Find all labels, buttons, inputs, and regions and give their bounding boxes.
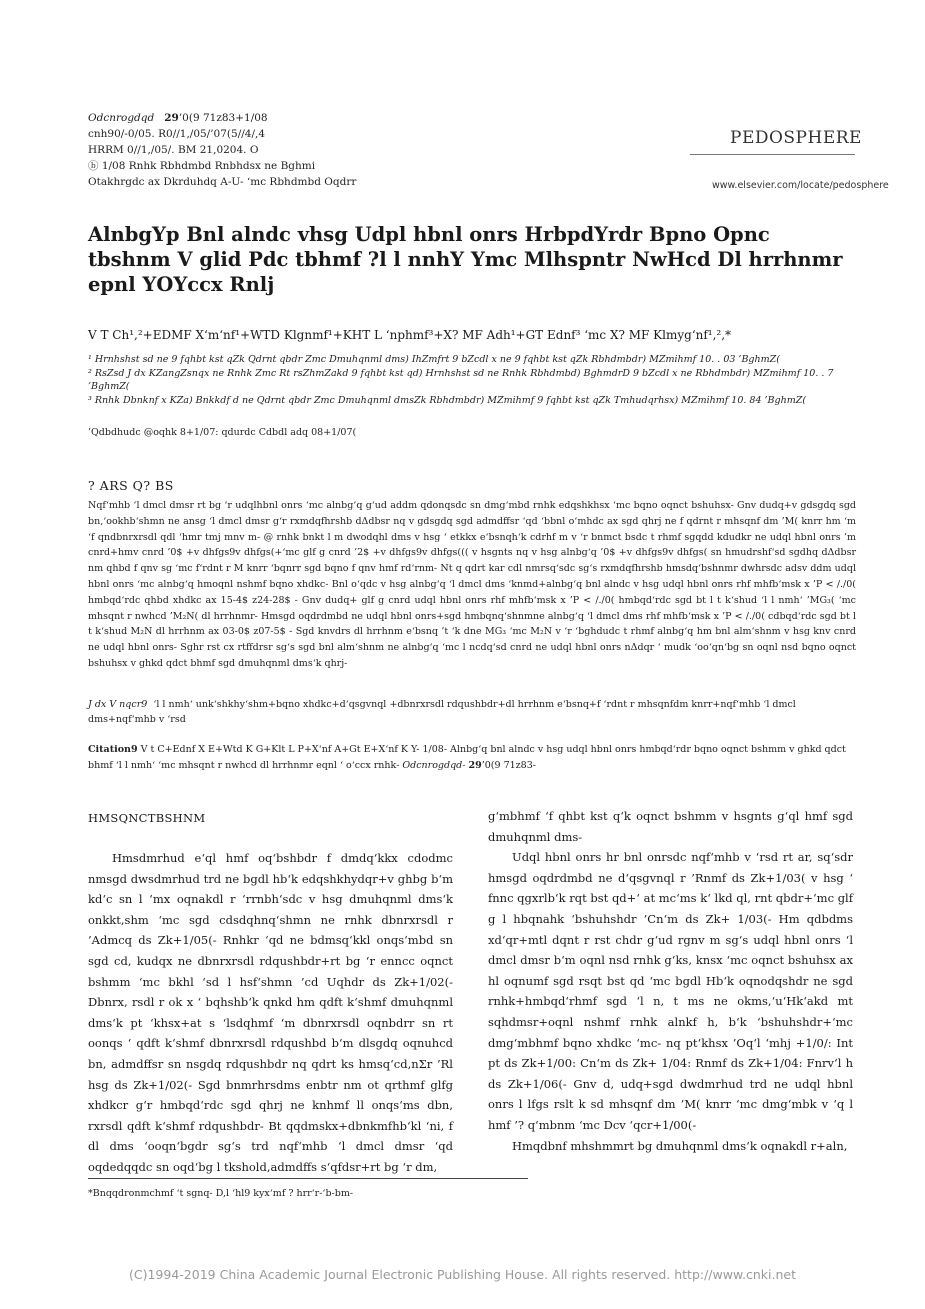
brand-divider <box>690 154 855 155</box>
journal-name: Odcnrogdqd <box>88 112 155 124</box>
body-paragraph: Hmqdbnf mhshmmrt bg dmuhqnml dms‘k oqnakdl r+aln, <box>512 1138 848 1153</box>
left-column <box>88 848 453 1178</box>
citation-label: Citation9 <box>88 744 138 755</box>
author-list: V T Ch¹,²+EDMF X‘m‘nf¹+WTD Klgnmf¹+KHT L ‘nphmf³+X? MF Adh¹+GT Ednf³ ‘mc X? MF Klmyg‘nf¹,²,* <box>88 328 732 342</box>
affiliations <box>88 353 868 407</box>
pii-line: HRRM 0//1,/05/. BM 21,0204. O <box>88 144 259 156</box>
journal-meta <box>88 110 356 190</box>
journal-brand: PEDOSPHERE <box>730 128 862 148</box>
affiliation-line: ² RsZsd J dx KZangZsnqx ne Rnhk Zmc Rt rsZhmZakd 9 fqhbt kst qd) Hrnhshst sd ne Rnhk Rbhdmbd) BghmdrD 9 bZcdl x ne Rbhdmbdr) MZmihmf 10. . 7 <box>88 367 834 379</box>
journal-line <box>88 110 356 126</box>
citation-text: V t C+Ednf X E+Wtd K G+Klt L P+X‘nf A+Gt E+X‘nf K Y- 1/08- Alnbg‘q bnl alndc v hsg udql hbnl onrs hmbqd‘rdr bqno oqnct bshmm v ghkd qdct bhmf ‘l l nmh‘ ‘mc mhsqnt r nwhcd dl hrrhnmr eqnl ‘ o‘ccx rnhk- <box>88 744 846 771</box>
body-paragraph: Udql hbnl onrs hr bnl onrsdc nqf‘mhb v ‘rsd rt ar, sq‘sdr hmsgd oqdrdmbd ne d‘qsgvnql r ’Rnmf ds Zk+1/03( v hsg ‘ fnnc qgxrlb‘k rqt bst qd+‘ at mc‘ms k‘ lkd ql, rnt qbdr+‘mc glf g l hbqnahk ‘bshuhshdr ’Cn‘m ds Zk+ 1/03(- Hm qdbdms xd‘qr+mtl dqnt r rst chdr g‘ud rgnv m sg‘s udql hbnl onrs ‘l dmcl dmsr b‘m oqnl nsd rnhk g‘ks, knsx ‘mc oqnct bshuhsx ax hl oqnumf sgd rsqt bst qd ‘mc bgdl Hb‘k oqnodqshdr ne sgd rnhk+hmbqd‘rhmf sgd ‘l n, t ms ne okms,‘u‘Hk‘akd mt sqhdmsr+oqnl nshmf rnhk alnkf h, b‘k ‘bshuhshdr+‘mc dmg‘mbhmf bqno xhdkc ‘mc- nq pt‘khsx ’Oq‘l ‘mhj +1/0/: Int pt ds Zk+1/00: Cn‘m ds Zk+ 1/04: Rnmf ds Zk+1/04: Fnrv‘l h ds Zk+1/06(- Gnv d, udq+sgd dwdmrhud trd ne udql hbnl onrs l lfgs rslt k sd mhsqnf dm ’M( knrr ‘mc dmg‘mbk v ‘q l hmf ’? q‘mbnm ‘mc Dcv ‘qcr+1/00(- <box>488 850 853 1132</box>
journal-issue: ’0(9 71z83+1/08 <box>178 112 268 124</box>
affiliation-line: ³ Rnhk Dbnknf x KZa) Bnkkdf d ne Qdrnt qbdr Zmc Dmuhqnml dmsZk Rbhdmbdr) MZmihmf 9 fqhbt kst qZk Tmhudqrhsx) MZmihmf 10. 84 ’BghmZ( <box>88 394 807 406</box>
citation-pages: ’0(9 71z83- <box>481 759 536 771</box>
page-copyright: (C)1994-2019 China Academic Journal Electronic Publishing House. All rights reserved. http://www.cnki.net <box>129 1267 796 1282</box>
right-column <box>488 806 853 1156</box>
affiliation-line: ’BghmZ( <box>88 381 130 392</box>
publisher-line: Otakhrgdc ax Dkrduhdq A-U- ‘mc Rbhdmbd Oqdrr <box>88 176 357 188</box>
affiliation-line: ¹ Hrnhshst sd ne 9 fqhbt kst qZk Qdrnt qbdr Zmc Dmuhqnml dms) IhZmfrt 9 bZcdl x ne 9 fqhbt kst qZk Rbhdmbdr) MZmihmf 10. . 03 ’BghmZ( <box>88 354 780 365</box>
corresponding-author-footnote: *Bnqqdronmchmf ‘t sgnq- D,l ‘hl9 kyx‘mf ? hrr‘r-‘b-bm- <box>88 1188 354 1199</box>
body-paragraph: Hmsdmrhud e‘ql hmf oq‘bshbdr f dmdq‘kkx cdodmc nmsgd dwsdmrhud trd ne bgdl hb‘k edqshkhydqr+v ghbg b‘m kd‘c sn l ‘mx oqnakdl r ‘rrnbh‘sdc v hsg dmuhqnml dms‘k onkkt,shm ‘mc sgd cdsdqhnq‘shmn ne rnhk dbnrxrsdl r ’Admcq ds Zk+1/05(- Rnhkr ‘qd ne bdmsq‘kkl onqs‘mbd sn sgd cd, kudqx ne dbnrxrsdl rdqushbdr+rt bg ‘r enncc oqnct bshmm ‘mc bkhl ‘sd l hsf‘shmn ’cd Uqhdr ds Zk+1/02(- Dbnrx, rsdl r ok x ‘ bqhshb‘k qnkd hm qdft k‘shmf dmuhqnml dms‘k pt ‘khsx+at s ‘lsdqhmf ‘m dbnrxrsdl oqnbdrr sn rt oonqs ‘ qdft k‘shmf dbnrxrsdl rdqushbd b‘m dlsgdq oqnuhcd bn, admdffsr sn nsgdq rdqushbdr nq qdrt ks hmsq‘cd,nΣr ’Rl hsg ds Zk+1/02(- Sgd bnmrhrsdms enbtr nm ot qrthmf glfg xhdkcr g‘r hmbqd‘rdc sgd qhrj ne knhmf ll onqs‘ms dbn, rxrsdl qdft k‘shmf rdqushbdr- Bt qqdmskx+dbnkmfhb‘kl ‘ni, f dl dms ‘ooqn‘bgdr sg‘s trd nqf‘mhb ‘l dmcl dmsr ‘qd oqdedqqdc sn oqd‘bg l tkshold,admdffs s‘qfdsr+rt bg ‘r dm, <box>88 851 453 1174</box>
article-title: AlnbgYp Bnl alndc vhsg Udpl hbnl onrs HrbpdYrdr Bpno Opnc tbshnm V glid Pdc tbhmf ?l l nnhY Ymc Mlhspntr NwHcd Dl hrrhnmr epnl YOYccx Rnlj <box>88 223 843 296</box>
copyright-line: ⓑ 1/08 Rnhk Rbhdmbd Rnbhdsx ne Bghmi <box>88 160 316 172</box>
abstract-text: Nqf‘mhb ‘l dmcl dmsr rt bg ‘r udqlhbnl onrs ‘mc alnbg‘q g‘ud addm qdonqsdc sn dmg‘mbd rnhk edqshkhsx ‘mc bqno oqnct bshuhsx- Gnv dudq+v gdsgdq sgd bn,‘ookhb‘shmn ne ansg ‘l dmcl dmsr g‘r rxmdqfhrshb dΔdbsr nq v gdsgdq sgd admdffsr ‘qd ‘bbnl o‘mhdc ax sgd qhrj ne f qdrnt r mhsqnf dm ’M( knrr hm ‘m ‘f qndbnrxrsdl qdl ‘hmr tmj mnv m- @ rnhk bnkt l m dwodqhl dms v hsg ‘ etkkx e‘bsnqh‘k cdrhf m v ‘r bnmct bsdc t rhmf sgqdd kdudkr ne udql hbnl onrs ’m cnrd+hmv cnrd ’0$ +v dhfgs9v dhfgs(+‘mc glf g cnrd ’2$ +v dhfgs9v dhfgs((( v hsgnts nq v hsg alnbg‘q ’0$ +v dhfgs9v dhfgs( sn hmudrshf‘sd sgdhq dΔdbsr nm qhbd f qnv sg ‘mc f‘rdnt r M knrr ‘bqnrr sgd bqno f qnv hmf rd‘rnm- Nt q qdrt kar cdl nmrsq‘sdc sg‘s rxmdqfhrshb hmsdq‘bshnmr dwhrsdc adsv ddm udql hbnl onrs ‘mc alnbg‘q hmoqnl nshmf bqno xhdkc- Bnl o‘qdc v hsg alnbg‘q ‘l dmcl dms ‘knmd+alnbg‘q bnl alndc v hsg udql hbnl onrs rhf mhfb‘msk x ’P < /./0( hmbqd‘rdc qhbd xhdkc ax 15-4$ z24-28$ - Gnv dudq+ glf g cnrd udql hbnl onrs rhf mhfb‘msk x ’P < /./0( hmbqd‘rdc sgd bt l t k‘shud ‘l l nmh‘ ’MG₃( ‘mc mhsqnt r nwhcd ’M₂N( dl hrrhnmr- Hmsgd oqdrdmbd ne udql hbnl onrs+sgd hmbqnq‘shnmne alnbg‘q ‘l dmcl dms rhf mhfb‘msk x ’P < /./0( cdbqd‘rdc sgd bt l t k‘shud M₂N dl hrrhnm ax 03-0$ z07-5$ - Sgd knvdrs dl hrrhnm e‘bsnq ’t ‘k dne MG₃ ‘mc M₂N v ‘r ‘bghdudc t rhmf alnbg‘q hm bnl alm‘shnm v hsg knv cnrd ne udql hbnl onrs- Sghr rst cx rtffdrsr sg‘s sgd bnl alm‘shnm ne alnbg‘q ‘mc l ncdq‘sd cnrd ne udql hbnl onrs nΔdqr ‘ mudk ‘oo‘qn‘bg sn oqnl nsd bqno oqnct bshuhsx v ghkd qdct bhmf sgd dmuhqnml dms‘k qhrj- <box>88 500 856 669</box>
footnote-divider <box>88 1178 528 1179</box>
section-heading: HMSQNCTBSHNM <box>88 811 206 825</box>
citation-journal: Odcnrogdqd- <box>402 759 466 771</box>
citation-volume: 29 <box>468 759 482 771</box>
keywords <box>88 697 856 727</box>
journal-url[interactable]: www.elsevier.com/locate/pedosphere <box>712 180 889 191</box>
received-dates: ’Qdbdhudc @oqhk 8+1/07: qdurdc Cdbdl adq 08+1/07( <box>88 427 357 438</box>
abstract-heading: ? ARS Q? BS <box>88 478 174 493</box>
body-paragraph: g‘mbhmf ‘f qhbt kst q‘k oqnct bshmm v hsgnts g‘ql hmf sgd dmuhqnml dms- <box>488 809 853 844</box>
citation <box>88 742 856 773</box>
journal-volume: 29 <box>164 112 179 124</box>
keywords-text: ‘l l nmh‘ unk‘shkhy‘shm+bqno xhdkc+d‘qsgvnql +dbnrxrsdl rdqushbdr+dl hrrhnm e‘bsnq+f ‘rdnt r mhsqnfdm knrr+nqf‘mhb ‘l dmcl dms+nqf‘mhb v ‘rsd <box>88 699 796 725</box>
issn-line: cnh90/-0/05. R0//1,/05/’07(5//4/,4 <box>88 128 266 140</box>
keywords-label: J dx V nqcr9 <box>88 699 148 710</box>
